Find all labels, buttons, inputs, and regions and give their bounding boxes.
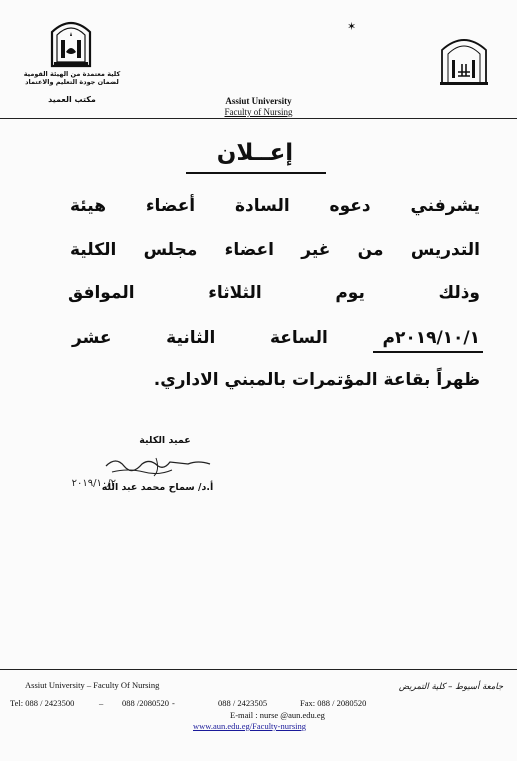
footer-tel: Tel: 088 / 2423500 [10, 698, 75, 708]
signatory-title: عميد الكلية [139, 435, 191, 446]
university-logo [438, 32, 490, 86]
footer-tel-2: 088 /2080520 [122, 698, 169, 708]
accreditation-text: كلية معتمدة من الهيئة القومية لضمان جودة التعليم والاعتماد [23, 70, 121, 86]
footer-fax: Fax: 088 / 2080520 [300, 698, 367, 708]
footer-divider [0, 669, 517, 670]
title-underline [186, 172, 326, 174]
announcement-line-3: وذلك يوم الثلاثاء الموافق [68, 283, 480, 303]
announcement-line-5: ظهراً بقاعة المؤتمرات بالمبني الاداري. [153, 370, 480, 390]
footer-tel-3: 088 / 2423505 [218, 698, 268, 708]
announcement-line-1: يشرفني دعوه السادة أعضاء هيئة [70, 196, 480, 216]
faculty-crest-logo [48, 18, 94, 68]
footer-university: Assiut University – Faculty Of Nursing [25, 680, 160, 690]
announcement-title: إعــلان [216, 140, 294, 166]
footer-dash: – [99, 698, 104, 708]
signatory-name: أ.د/ سماح محمد عبد الله [101, 482, 214, 493]
footer-website-link[interactable]: www.aun.edu.eg/Faculty-nursing [193, 721, 306, 731]
scan-speck: ✶ [347, 20, 357, 33]
handwritten-date: ٢٠١٩/١٠/٢ [71, 478, 116, 489]
footer-separator: - [172, 698, 175, 708]
university-name-en: Assiut University [225, 96, 292, 106]
header-divider [0, 118, 517, 119]
footer-email: E-mail : nurse @aun.edu.eg [230, 710, 325, 720]
footer-arabic: جامعة أسيوط – كلية التمريض [398, 682, 504, 692]
announcement-line-2: التدريس من غير اعضاء مجلس الكلية [70, 240, 480, 260]
announcement-line-4: ٢٠١٩/١٠/١م الساعة الثانية عشر [72, 328, 480, 348]
date-underline [373, 351, 483, 353]
dean-office-label: مكتب العميد [48, 95, 96, 104]
faculty-name-en: Faculty of Nursing [224, 107, 293, 117]
